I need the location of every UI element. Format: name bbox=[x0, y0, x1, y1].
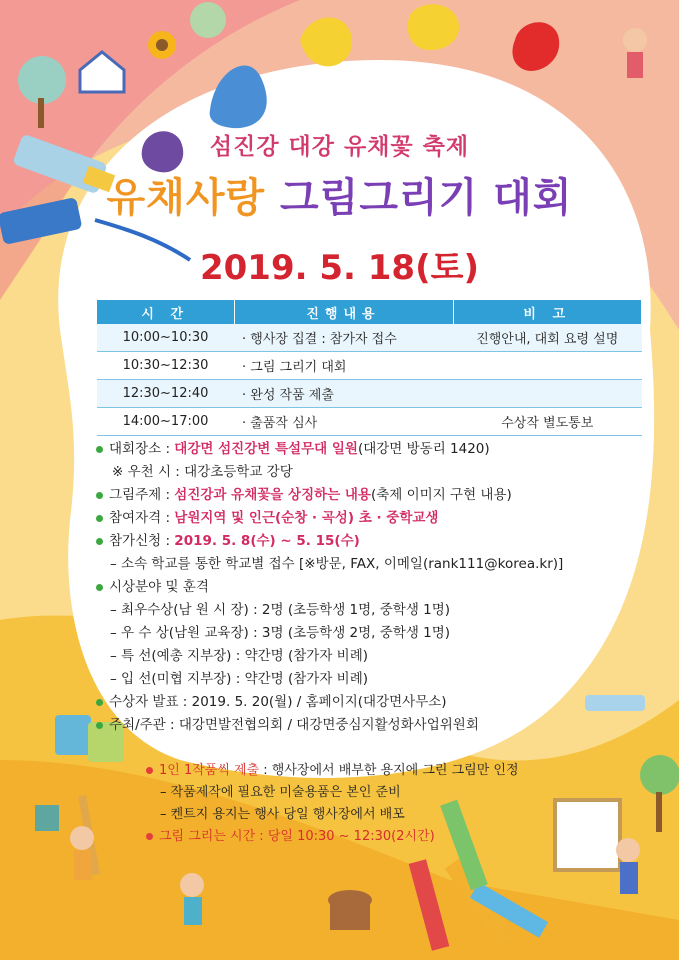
bullet-icon bbox=[96, 699, 103, 706]
award-excellence: – 우 수 상(남원 교육장) : 3명 (초등학생 2명, 중학생 1명) bbox=[110, 625, 451, 641]
schedule-header-note: 비 고 bbox=[453, 300, 642, 324]
paint-bucket-icon bbox=[55, 715, 91, 755]
theme-line: 그림주제 : 섬진강과 유채꽃을 상징하는 내용(축제 이미지 구현 내용) bbox=[96, 484, 656, 507]
title-part-1: 유채사랑 bbox=[106, 175, 266, 221]
bullet-icon bbox=[96, 584, 103, 591]
venue-value: 대강면 섬진강변 특설무대 일원 bbox=[174, 441, 358, 457]
event-info bbox=[96, 438, 656, 737]
page-title bbox=[0, 166, 679, 223]
child-icon bbox=[623, 28, 647, 52]
tree-icon bbox=[640, 755, 679, 795]
venue-line: 대회장소 : 대강면 섬진강변 특설무대 일원(대강면 방동리 1420) bbox=[96, 438, 656, 461]
bullet-icon bbox=[96, 515, 103, 522]
bullet-icon bbox=[96, 446, 103, 453]
award-grand: – 최우수상(남 원 시 장) : 2명 (초등학생 1명, 중학생 1명) bbox=[110, 602, 451, 618]
child-icon bbox=[616, 838, 640, 862]
awards-heading: 시상분야 및 훈격 bbox=[96, 576, 656, 599]
note-supplies: – 작품제작에 필요한 미술용품은 본인 준비 bbox=[160, 785, 401, 800]
announcement-line: 수상자 발표 : 2019. 5. 20(월) / 홈페이지(대강면사무소) bbox=[96, 691, 656, 714]
schedule-header-time: 시 간 bbox=[97, 300, 234, 324]
table-row bbox=[97, 408, 642, 436]
child-icon bbox=[70, 826, 94, 850]
application-line: 참가신청 : 2019. 5. 8(수) ~ 5. 15(수) bbox=[96, 530, 656, 553]
schedule-content: · 출품작 심사 bbox=[234, 408, 453, 436]
eligibility-value: 남원지역 및 인근(순창 · 곡성) 초 · 중학교생 bbox=[174, 510, 439, 526]
application-method: – 소속 학교를 통한 학교별 접수 [※방문, FAX, 이메일(rank111@korea.kr)] bbox=[110, 556, 564, 572]
eligibility-line: 참여자격 : 남원지역 및 인근(순창 · 곡성) 초 · 중학교생 bbox=[96, 507, 656, 530]
schedule-note: 진행안내, 대회 요령 설명 bbox=[453, 324, 642, 352]
schedule-time: 14:00~17:00 bbox=[97, 408, 234, 436]
host-line: 주최/주관 : 대강면발전협의회 / 대강면중심지활성화사업위원회 bbox=[96, 714, 656, 737]
bullet-icon bbox=[96, 538, 103, 545]
bullet-icon bbox=[146, 833, 153, 840]
festival-subtitle: 섬진강 대강 유채꽃 축제 bbox=[209, 134, 470, 160]
event-date: 2019. 5. 18(토) bbox=[199, 248, 480, 288]
table-row bbox=[97, 352, 642, 380]
tree-icon bbox=[190, 2, 226, 38]
application-period: 2019. 5. 8(수) ~ 5. 15(수) bbox=[174, 533, 360, 549]
rain-note: ※ 우천 시 : 대강초등학교 강당 bbox=[112, 464, 293, 480]
schedule-header-content: 진행내용 bbox=[234, 300, 453, 324]
schedule-time: 10:30~12:30 bbox=[97, 352, 234, 380]
schedule-content: · 완성 작품 제출 bbox=[234, 380, 453, 408]
note-paper: – 켄트지 용지는 행사 당일 행사장에서 배포 bbox=[160, 807, 405, 822]
note-one-entry: 1인 1작품씩 제출 : 행사장에서 배부한 용지에 그린 그림만 인정 bbox=[146, 760, 606, 782]
award-selected: – 입 선(미협 지부장) : 약간명 (참가자 비례) bbox=[110, 671, 369, 687]
schedule-note bbox=[453, 352, 642, 380]
award-special: – 특 선(예총 지부장) : 약간명 (참가자 비례) bbox=[110, 648, 369, 664]
tree-icon bbox=[18, 56, 66, 104]
schedule-time: 10:00~10:30 bbox=[97, 324, 234, 352]
table-row bbox=[97, 380, 642, 408]
note-drawing-time: 그림 그리는 시간 : 당일 10:30 ~ 12:30(2시간) bbox=[146, 826, 606, 848]
schedule-note bbox=[453, 380, 642, 408]
schedule-content: · 행사장 집결 : 참가자 접수 bbox=[234, 324, 453, 352]
bullet-icon bbox=[96, 722, 103, 729]
schedule-note: 수상작 별도통보 bbox=[453, 408, 642, 436]
schedule-content: · 그림 그리기 대회 bbox=[234, 352, 453, 380]
title-part-2: 그림그리기 대회 bbox=[280, 175, 573, 221]
child-icon bbox=[180, 873, 204, 897]
bullet-icon bbox=[146, 767, 153, 774]
flowerpot-icon bbox=[35, 805, 59, 831]
bullet-icon bbox=[96, 492, 103, 499]
theme-value: 섬진강과 유채꽃을 상징하는 내용 bbox=[174, 487, 371, 503]
notes bbox=[146, 760, 606, 848]
schedule-time: 12:30~12:40 bbox=[97, 380, 234, 408]
table-row bbox=[97, 324, 642, 352]
schedule-table bbox=[97, 300, 642, 436]
